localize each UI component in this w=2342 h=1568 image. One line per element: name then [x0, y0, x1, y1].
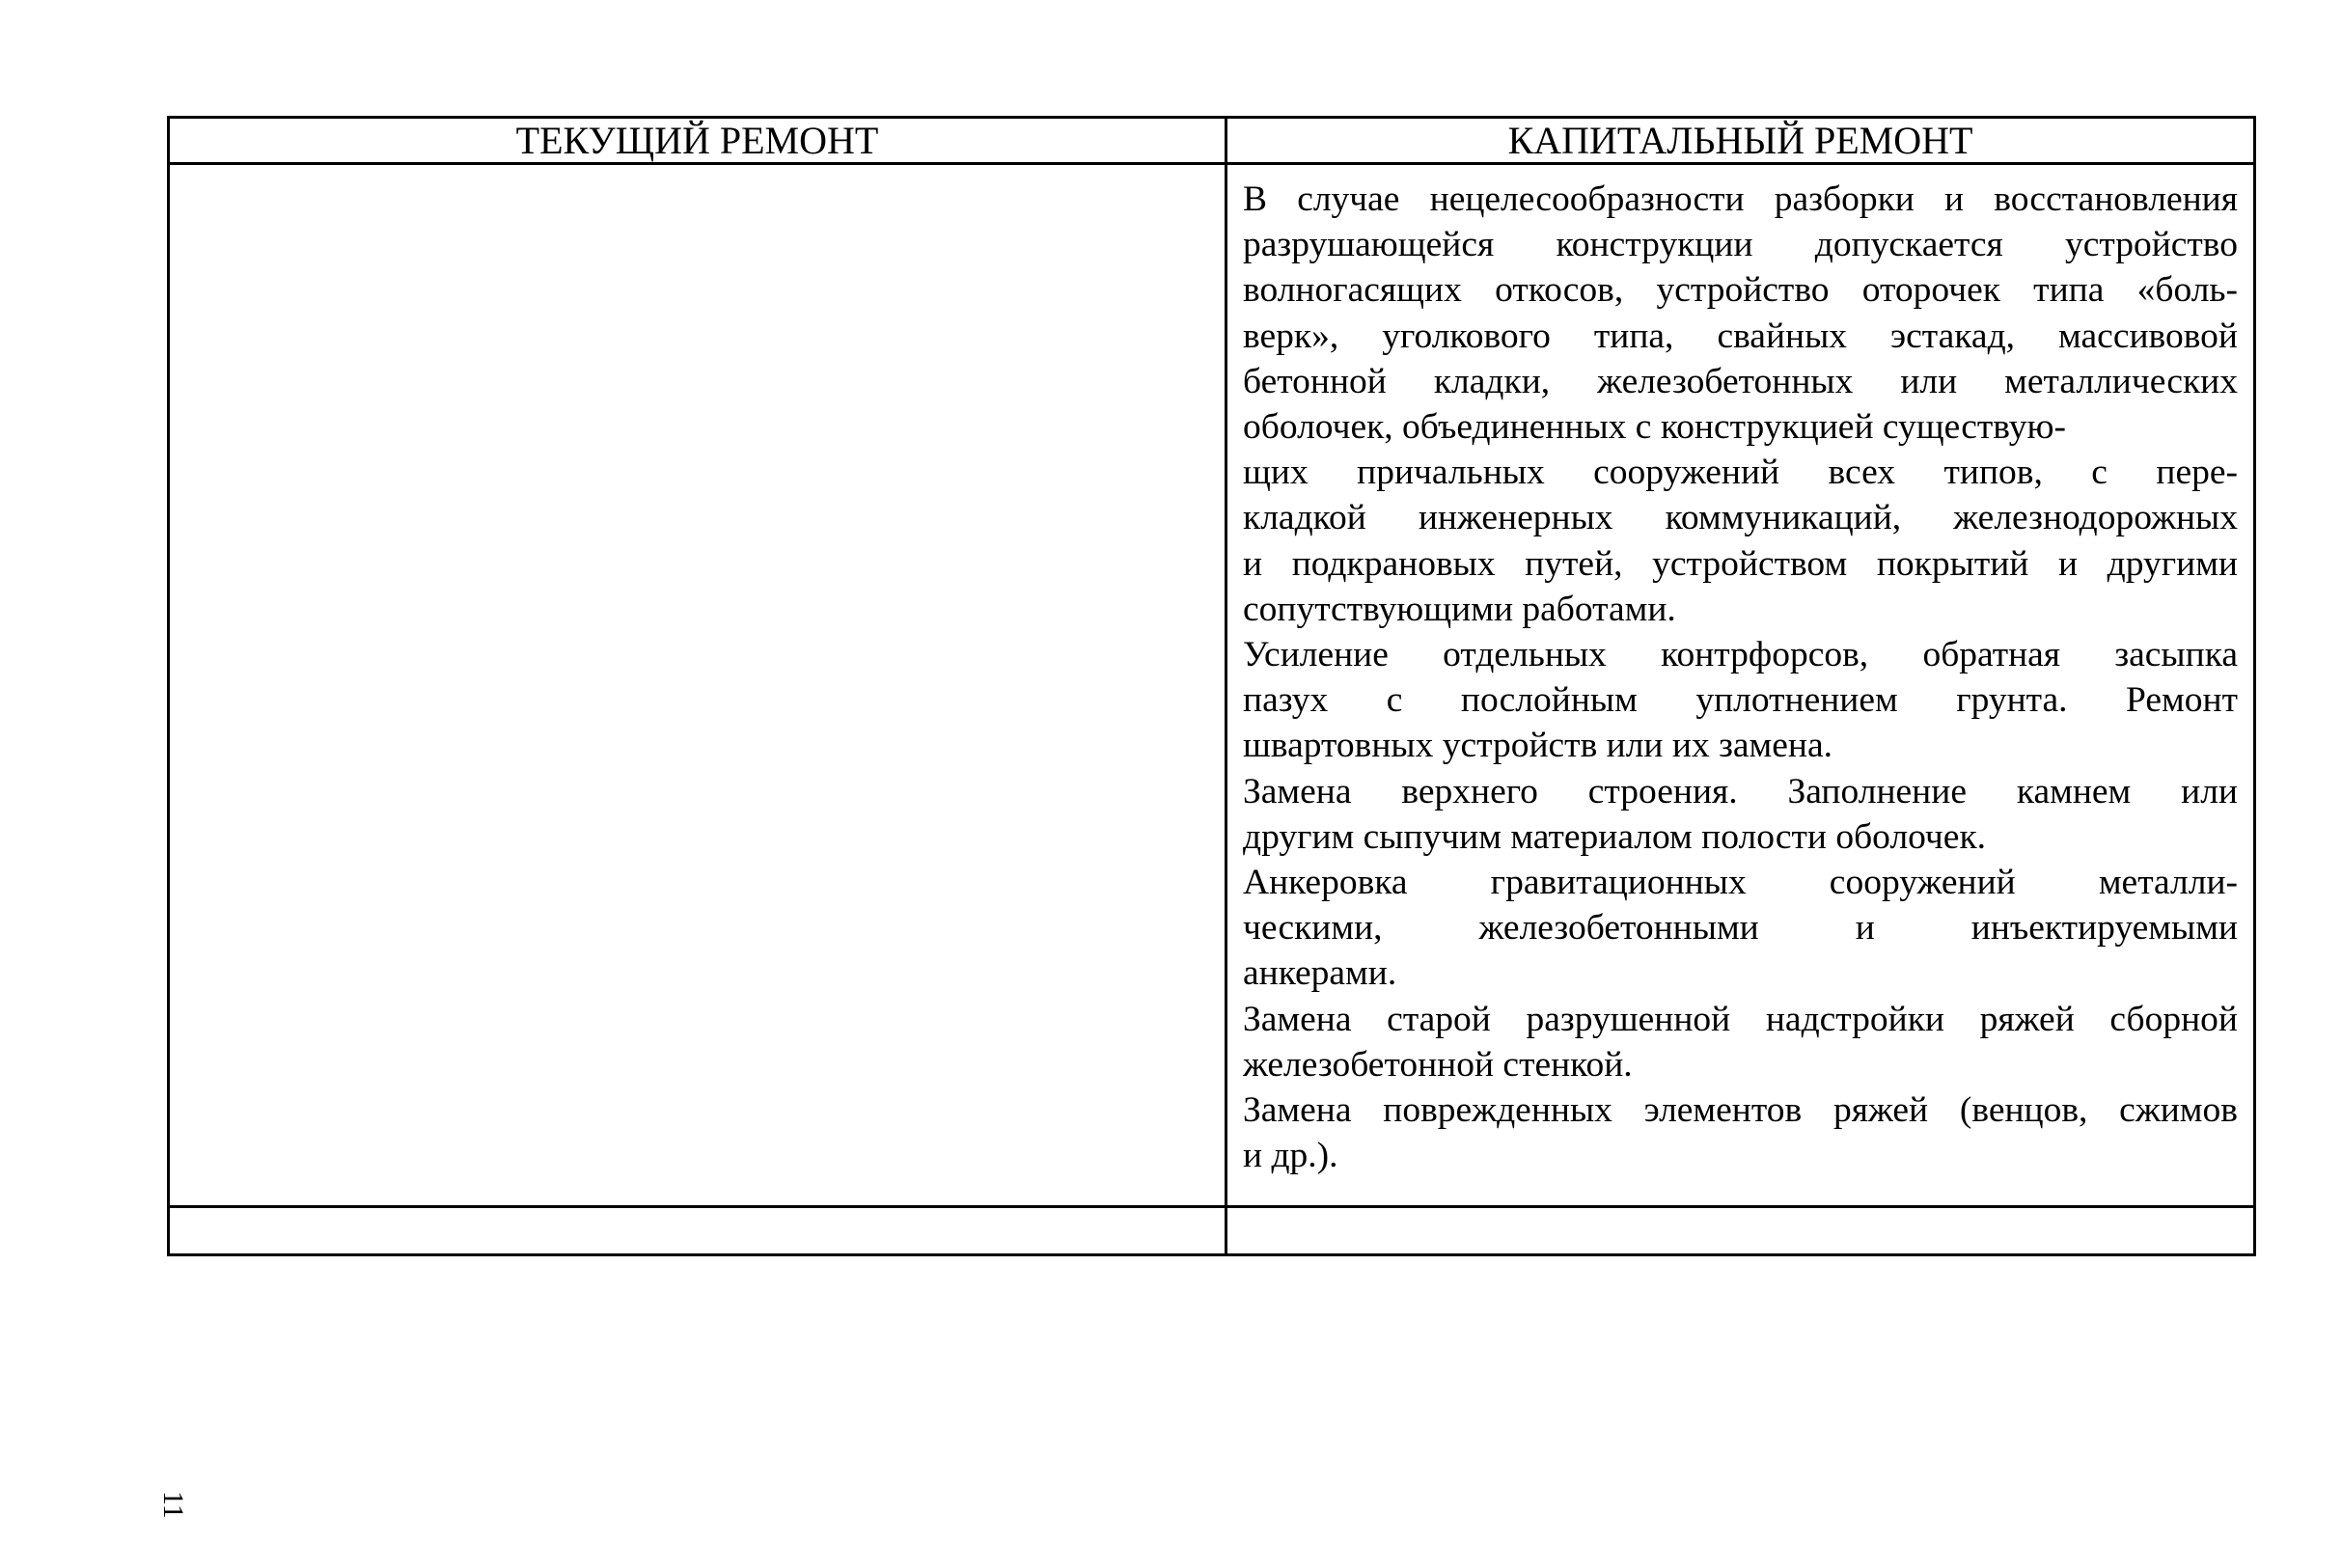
text-line: и подкрановых путей, устройством покрытий и другими	[1243, 543, 2238, 584]
text-line: щих причальных сооружений всех типов, с пере-	[1243, 453, 2238, 493]
current-repair-text	[170, 165, 1225, 177]
text-line: и др.).	[1243, 1136, 1338, 1176]
text-line: Анкеровка гравитационных сооружений металли-	[1243, 863, 2238, 903]
text-line: анкерами.	[1243, 953, 1397, 994]
text-line: В случае нецелесообразности разборки и восстановления	[1243, 179, 2238, 219]
page-number: 11	[157, 1491, 189, 1519]
text-line: кладкой инженерных коммуникаций, железнодорожных	[1243, 498, 2238, 538]
header-row	[169, 118, 2255, 164]
header-current-repair: ТЕКУЩИЙ РЕМОНТ	[169, 118, 1226, 164]
text-line: Замена старой разрушенной надстройки ряжей сборной	[1243, 999, 2238, 1039]
text-line: швартовных устройств или их замена.	[1243, 726, 1832, 766]
text-line: оболочек, объединенных с конструкцией существую-	[1243, 407, 2066, 448]
text-line: волногасящих откосов, устройство оторочек типа «боль-	[1243, 270, 2238, 311]
text-line: Замена верхнего строения. Заполнение камнем или	[1243, 771, 2238, 812]
text-line: железобетонной стенкой.	[1243, 1044, 1633, 1085]
current-repair-cell	[169, 164, 1226, 1207]
text-line: ческими, железобетонными и инъектируемыми	[1243, 908, 2238, 949]
repair-table	[167, 116, 2256, 1256]
text-line: сопутствующими работами.	[1243, 589, 1676, 629]
text-line: пазух с послойным уплотнением грунта. Ремонт	[1243, 680, 2238, 721]
text-line: Замена поврежденных элементов ряжей (венцов, сжимов	[1243, 1090, 2238, 1131]
body-row	[169, 164, 2255, 1207]
header-capital-repair: КАПИТАЛЬНЫЙ РЕМОНТ	[1226, 118, 2255, 164]
capital-repair-cell	[1226, 164, 2255, 1207]
text-line: Усиление отдельных контрфорсов, обратная засыпка	[1243, 635, 2238, 675]
text-line: разрушающейся конструкции допускается устройство	[1243, 225, 2238, 265]
text-line: верк», уголкового типа, свайных эстакад, массивовой	[1243, 316, 2238, 356]
text-line: бетонной кладки, железобетонных или металлических	[1243, 361, 2238, 401]
capital-repair-text	[1227, 165, 2253, 1178]
footer-right-cell	[1226, 1207, 2255, 1255]
footer-row	[169, 1207, 2255, 1255]
footer-left-cell	[169, 1207, 1226, 1255]
text-line: другим сыпучим материалом полости оболочек.	[1243, 816, 1987, 857]
